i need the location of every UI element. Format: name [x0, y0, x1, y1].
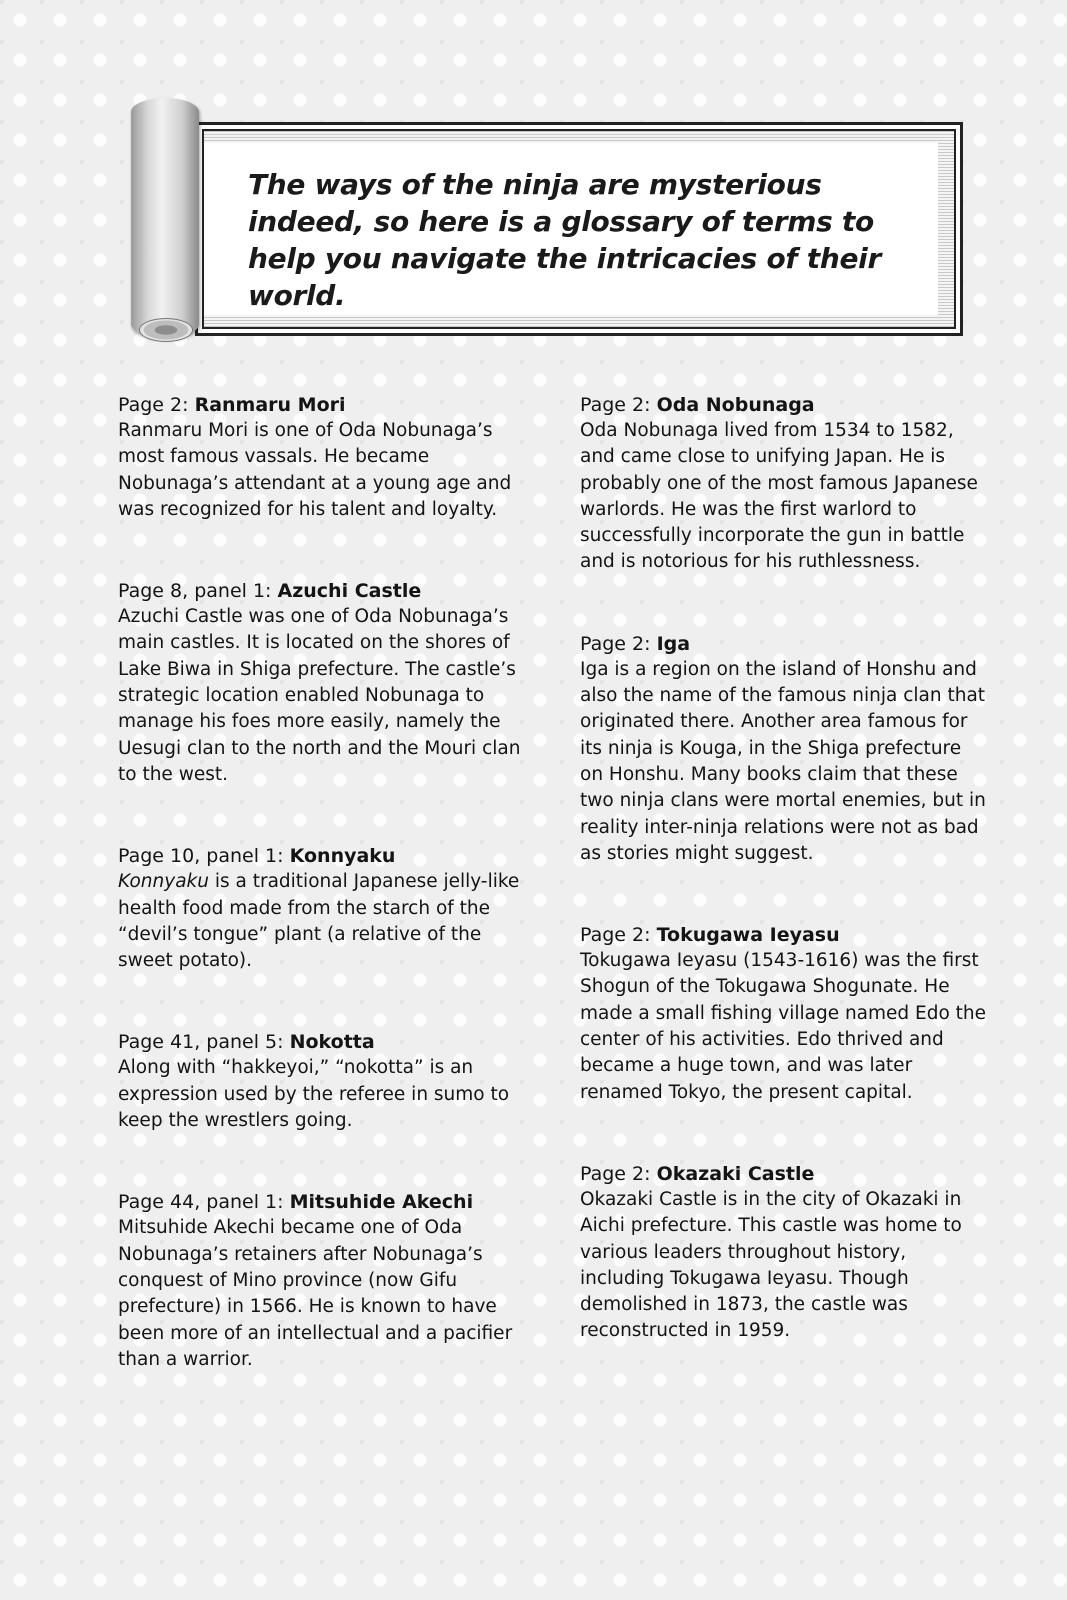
entry-heading	[580, 1161, 990, 1187]
entry-ref: Page 2:	[118, 394, 189, 416]
entry-ref: Page 41, panel 5:	[118, 1031, 284, 1054]
entry-heading	[580, 392, 990, 418]
intro-text: The ways of the ninja are mysterious indeed, so here is a glossary of terms to help you navigate the intricacies of their world.	[248, 168, 881, 312]
scroll-roll-icon	[131, 98, 199, 338]
glossary-entry	[580, 1161, 990, 1345]
entry-heading	[118, 1029, 538, 1055]
entry-term: Azuchi Castle	[277, 580, 422, 603]
entry-ref: Page 10, panel 1:	[118, 845, 284, 868]
entry-ref: Page 2:	[580, 924, 651, 947]
glossary-entry	[118, 843, 538, 974]
entry-heading	[118, 392, 538, 418]
entry-ref: Page 8, panel 1:	[118, 580, 272, 603]
glossary-entry	[118, 392, 538, 523]
glossary-entry	[580, 392, 990, 576]
entry-heading	[118, 578, 538, 604]
glossary-entry	[118, 1189, 538, 1373]
entry-body	[118, 869, 538, 974]
entry-body: Tokugawa Ieyasu (1543-1616) was the first Shogun of the Tokugawa Shogunate. He made a small fishing village named Edo the center of his activities. Edo thrived and became a huge town, and was later renamed Tokyo, the present capital.	[580, 950, 987, 1103]
entry-body: Mitsuhide Akechi became one of Oda Nobunaga’s retainers after Nobunaga’s conquest of Mino province (now Gifu prefecture) in 1566. He is known to have been more of an intellectual and a pacifier than a warrior.	[118, 1217, 513, 1370]
entry-term: Iga	[656, 632, 691, 655]
glossary-entry	[580, 631, 990, 867]
entry-term: Mitsuhide Akechi	[289, 1191, 474, 1214]
entry-term: Ranmaru Mori	[194, 394, 346, 416]
entry-ref: Page 2:	[580, 1162, 651, 1185]
glossary-entry	[118, 578, 538, 788]
entry-heading	[118, 1189, 538, 1215]
entry-heading	[580, 631, 990, 657]
entry-body: Ranmaru Mori is one of Oda Nobunaga’s most famous vassals. He became Nobunaga’s attendant at a young age and was recognized for his talent and loyalty.	[118, 420, 512, 520]
entry-term: Nokotta	[289, 1031, 375, 1054]
entry-heading	[118, 843, 538, 869]
entry-body: Oda Nobunaga lived from 1534 to 1582, and came close to unifying Japan. He is probably one of the most famous Japanese warlords. He was the first warlord to successfully incorporate the gun in battle and is notorious for his ruthlessness.	[580, 420, 978, 573]
entry-ref: Page 2:	[580, 394, 651, 416]
entry-term: Okazaki Castle	[656, 1162, 815, 1185]
entry-body-italic: Konnyaku	[118, 871, 209, 893]
entry-term: Tokugawa Ieyasu	[656, 924, 840, 947]
glossary-entry	[580, 922, 990, 1106]
entry-term: Konnyaku	[289, 845, 396, 868]
glossary-left-column	[118, 392, 538, 1373]
glossary-right-column	[580, 392, 990, 1345]
entry-heading	[580, 922, 990, 948]
entry-body: Along with “hakkeyoi,” “nokotta” is an expression used by the referee in sumo to keep the wrestlers going.	[118, 1057, 510, 1132]
entry-ref: Page 44, panel 1:	[118, 1191, 284, 1214]
entry-body-rest: is a traditional Japanese jelly-like health food made from the starch of the “devil’s tongue” plant (a relative of the sweet potato).	[118, 871, 520, 972]
entry-body: Iga is a region on the island of Honshu and also the name of the famous ninja clan that originated there. Another area famous for its ninja is Kouga, in the Shiga prefecture on Honshu. Many books claim that these two ninja clans were mortal enemies, but in reality inter-ninja relations were not as bad as stories might suggest.	[580, 658, 986, 864]
entry-body: Okazaki Castle is in the city of Okazaki in Aichi prefecture. This castle was home to various leaders throughout history, including Tokugawa Ieyasu. Though demolished in 1873, the castle was reconstructed in 1959.	[580, 1188, 962, 1342]
entry-ref: Page 2:	[580, 632, 651, 655]
glossary-entry	[118, 1029, 538, 1134]
entry-term: Oda Nobunaga	[656, 394, 815, 416]
entry-body: Azuchi Castle was one of Oda Nobunaga’s main castles. It is located on the shores of Lake Biwa in Shiga prefecture. The castle’s strategic location enabled Nobunaga to manage his foes more easily, namely the Uesugi clan to the north and the Mouri clan to the west.	[118, 606, 521, 785]
